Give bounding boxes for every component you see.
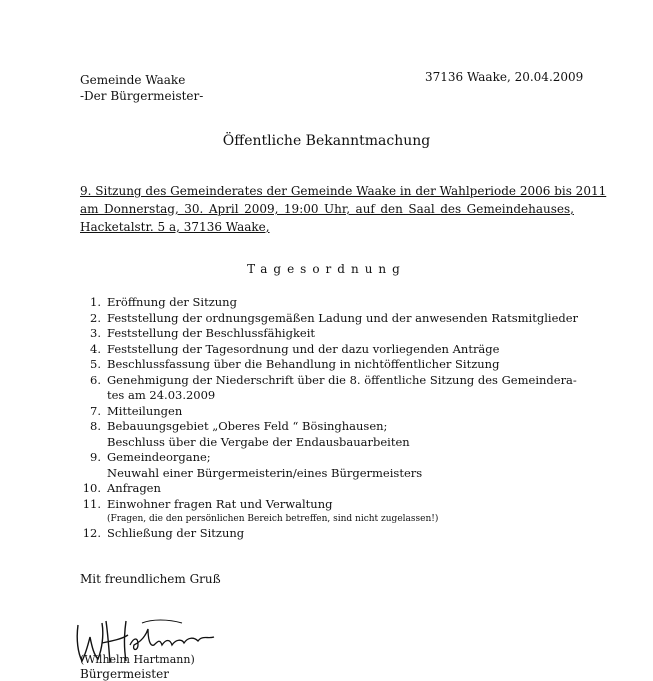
sender-role: -Der Bürgermeister- bbox=[80, 89, 204, 103]
sender-block bbox=[80, 72, 203, 104]
sender-name: Gemeinde Waake bbox=[80, 73, 186, 87]
signatory-role: Bürgermeister bbox=[80, 667, 169, 681]
agenda-item: 10. Anfragen bbox=[82, 481, 161, 495]
notice-line-3: Hacketalstr. 5 a, 37136 Waake, bbox=[80, 220, 270, 234]
meeting-notice bbox=[80, 182, 607, 236]
agenda-item: 12. Schließung der Sitzung bbox=[82, 526, 245, 540]
agenda-item: 4. Feststellung der Tagesordnung und der dazu vorliegenden Anträge bbox=[90, 341, 500, 356]
agenda-item: 6. Genehmigung der Niederschrift über die 8. öffentliche Sitzung des Gemeindera- tes am 24.03.2009 bbox=[90, 372, 577, 402]
agenda-list bbox=[80, 295, 580, 542]
agenda-item: 5. Beschlussfassung über die Behandlung in nichtöffentlicher Sitzung bbox=[90, 357, 500, 371]
notice-line-2: am Donnerstag, 30. April 2009, 19:00 Uhr, auf den Saal des Gemeindehauses, bbox=[80, 202, 574, 216]
agenda-item: 8. Bebauungsgebiet „Oberes Feld “ Bösinghausen; Beschluss über die Vergabe der Endausbauarbeiten bbox=[90, 419, 410, 449]
agenda-item: 2. Feststellung der ordnungsgemäßen Ladung und der anwesenden Ratsmitglieder bbox=[90, 310, 579, 325]
place-date: 37136 Waake, 20.04.2009 bbox=[425, 70, 584, 84]
signatory-name: (Wilhelm Hartmann) bbox=[80, 653, 195, 666]
agenda-item: 9. Gemeindeorgane; Neuwahl einer Bürgermeisterin/eines Bürgermeisters bbox=[90, 450, 423, 480]
agenda-item: 1. Eröffnung der Sitzung bbox=[90, 295, 237, 309]
agenda-heading: Tagesordnung bbox=[247, 262, 406, 276]
document-title: Öffentliche Bekanntmachung bbox=[222, 133, 431, 149]
notice-line-1: 9. Sitzung des Gemeinderates der Gemeinde Waake in der Wahlperiode 2006 bis 2011 bbox=[80, 184, 607, 198]
closing-greeting: Mit freundlichem Gruß bbox=[80, 572, 221, 586]
agenda-item: 7. Mitteilungen bbox=[90, 403, 183, 418]
agenda-item: 3. Feststellung der Beschlussfähigkeit bbox=[90, 326, 316, 340]
agenda-item: 11. Einwohner fragen Rat und Verwaltung (Fragen, die den persönlichen Bereich betreffen, sind nicht zugelassen!) bbox=[82, 496, 439, 524]
